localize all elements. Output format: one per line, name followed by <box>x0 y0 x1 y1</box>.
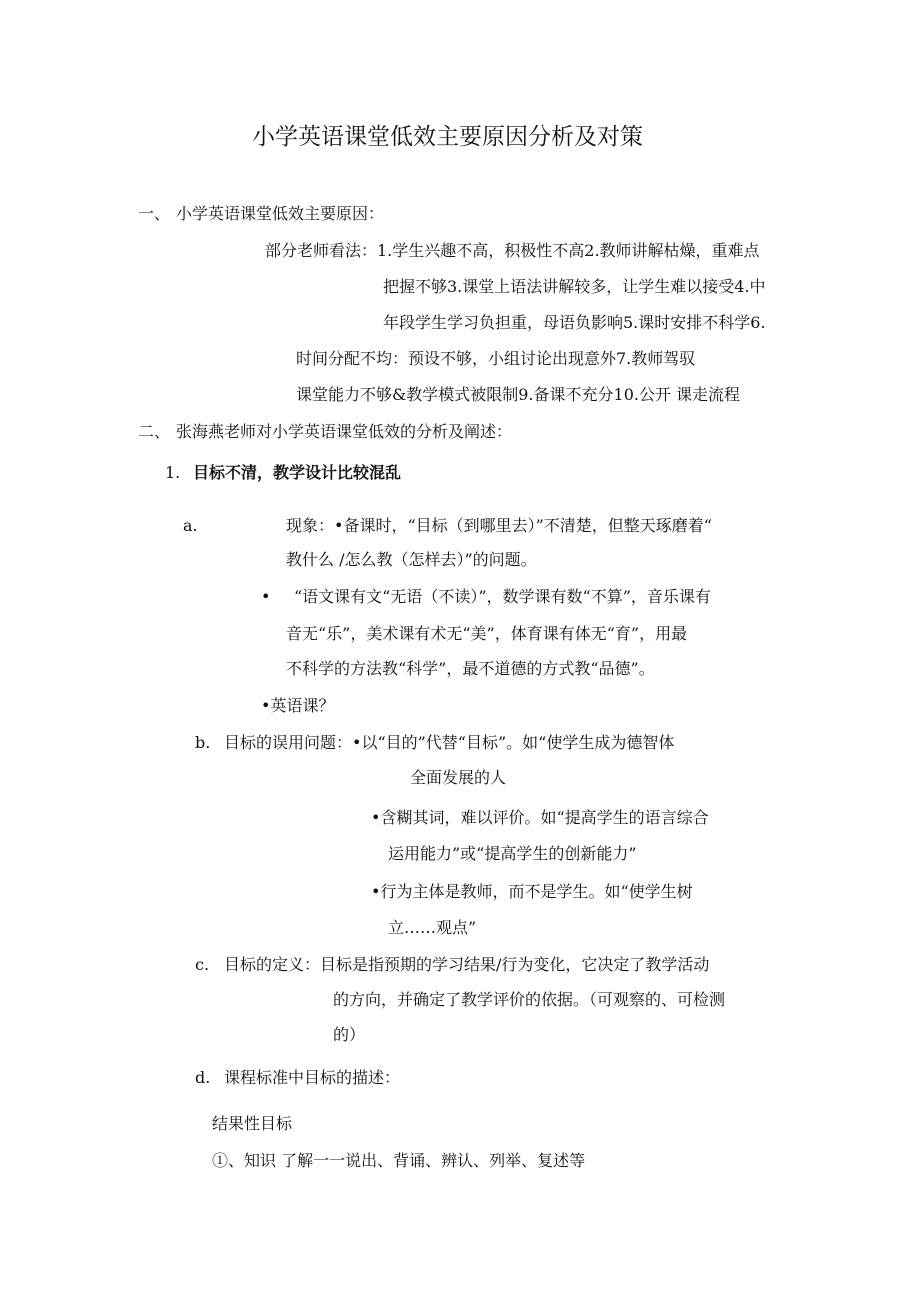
item-a-bullet-line: 不科学的方法教“科学”，最不道德的方式教“品德”。 <box>286 659 655 678</box>
section-1-line: 部分老师看法：1.学生兴趣不高，积极性不高2.教师讲解枯燥，重难点 <box>265 241 760 260</box>
item-1-heading: 目标不清，教学设计比较混乱 <box>193 463 402 482</box>
section-1-line: 课堂能力不够&教学模式被限制9.备课不充分10.公开 课走流程 <box>296 385 741 404</box>
section-2-number: 二、 <box>138 422 171 441</box>
result-goal-heading: 结果性目标 <box>212 1114 293 1133</box>
page-title: 小学英语课堂低效主要原因分析及对策 <box>252 124 643 150</box>
item-b-marker: b. <box>195 733 211 752</box>
item-c-line: 的） <box>333 1025 366 1044</box>
item-b-line: •行为主体是教师，而不是学生。如“使学生树 <box>371 882 693 901</box>
item-a-bullet-line: 音无“乐”，美术课有术无“美”，体育课有体无“育”，用最 <box>286 624 688 643</box>
item-d-marker: d. <box>195 1068 211 1087</box>
item-b-line: •含糊其词，难以评价。如“提高学生的语言综合 <box>371 808 709 827</box>
item-c-line: 目标的定义：目标是指预期的学习结果/行为变化，它决定了教学活动 <box>224 955 710 974</box>
item-b-line: 立……观点” <box>388 918 477 937</box>
item-a-marker: a. <box>183 516 198 535</box>
section-2-heading: 张海燕老师对小学英语课堂低效的分析及阐述： <box>176 422 513 441</box>
section-1-line: 把握不够3.课堂上语法讲解较多，让学生难以接受4.中 <box>383 277 766 296</box>
item-a-english: •英语课？ <box>261 696 335 715</box>
item-c-marker: c. <box>195 955 210 974</box>
item-d-heading: 课程标准中目标的描述： <box>224 1068 401 1087</box>
item-b-line: 目标的误用问题：•以“目的”代替“目标”。如“使学生成为德智体 <box>224 733 675 752</box>
item-b-line: 全面发展的人 <box>410 768 507 787</box>
item-a-line: 教什么 /怎么教（怎样去）”的问题。 <box>286 550 537 569</box>
bullet-marker: • <box>261 587 271 606</box>
item-a-line: 现象：•备课时，“目标（到哪里去）”不清楚，但整天琢磨着“ <box>286 516 712 535</box>
item-c-line: 的方向，并确定了教学评价的依据。（可观察的、可检测 <box>333 990 726 1009</box>
section-1-line: 时间分配不均：预设不够，小组讨论出现意外7.教师驾驭 <box>296 349 696 368</box>
item-1-number: 1. <box>165 463 181 482</box>
section-1-line: 年段学生学习负担重，母语负影响5.课时安排不科学6. <box>383 313 766 332</box>
section-1-heading: 小学英语课堂低效主要原因： <box>176 204 385 223</box>
item-a-bullet-line: “语文课有文“无语（不读）”，数学课有数“不算”，音乐课有 <box>294 587 711 606</box>
knowledge-line: ①、知识 了解一一说出、背诵、辨认、列举、复述等 <box>212 1151 586 1170</box>
section-1-number: 一、 <box>138 204 171 223</box>
item-b-line: 运用能力”或“提高学生的创新能力” <box>388 844 637 863</box>
